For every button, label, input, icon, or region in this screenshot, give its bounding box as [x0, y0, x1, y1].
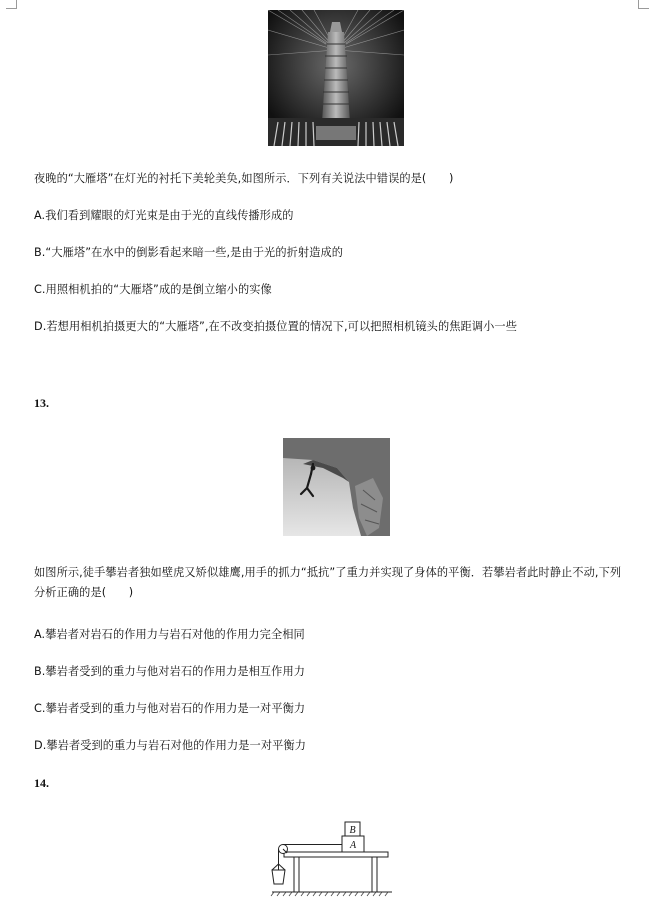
block-a-label: A: [349, 840, 357, 851]
q13-stem: 如图所示,徒手攀岩者独如壁虎又矫似雄鹰,用手的抓力“抵抗”了重力并实现了身体的平衡．若攀岩者此时静止不动,下列分析正确的是( ): [34, 566, 622, 599]
q13-option-c: C.攀岩者受到的重力与他对岩石的作用力是一对平衡力: [34, 702, 306, 715]
q13-number: 13.: [34, 396, 49, 410]
page-corner-mark-right: [638, 0, 649, 9]
block-b-label: B: [349, 825, 356, 836]
q12-option-b: B.“大雁塔”在水中的倒影看起来暗一些,是由于光的折射造成的: [34, 246, 344, 259]
q14-number: 14.: [34, 776, 49, 790]
pagoda-night-photo: [268, 10, 404, 146]
q13-option-b: B.攀岩者受到的重力与他对岩石的作用力是相互作用力: [34, 665, 306, 678]
q13-option-d: D.攀岩者受到的重力与岩石对他的作用力是一对平衡力: [34, 739, 306, 752]
q12-option-a: A.我们看到耀眼的灯光束是由于光的直线传播形成的: [34, 209, 294, 222]
pulley-blocks-diagram: [268, 818, 394, 900]
q12-option-d: D.若想用相机拍摄更大的“大雁塔”,在不改变拍摄位置的情况下,可以把照相机镜头的焦距调小一些: [34, 320, 517, 333]
rock-climber-photo: [283, 438, 390, 536]
q12-option-c: C.用照相机拍的“大雁塔”成的是倒立缩小的实像: [34, 283, 272, 296]
page-corner-mark-left: [6, 0, 17, 9]
q13-option-a: A.攀岩者对岩石的作用力与岩石对他的作用力完全相同: [34, 628, 305, 641]
q12-stem: 夜晚的“大雁塔”在灯光的衬托下美轮美奂,如图所示．下列有关说法中错误的是( ): [34, 172, 454, 185]
